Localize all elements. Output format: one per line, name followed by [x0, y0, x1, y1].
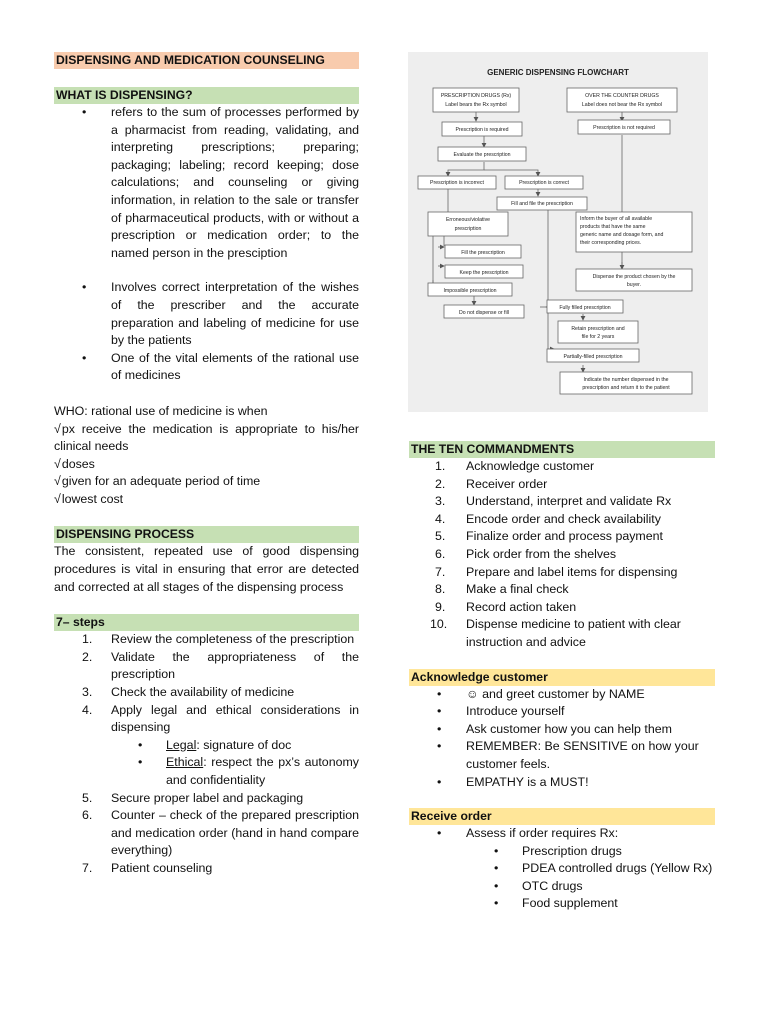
flow-rx-2: Label bears the Rx symbol [445, 102, 507, 108]
step-text: Patient counseling [111, 860, 213, 875]
flow-impossible: Impossible prescription [443, 288, 497, 294]
what-is-dispensing-list [54, 104, 359, 385]
list-item: • refers to the sum of processes performed by a pharmacist from reading, validating, and interpreting prescriptions; preparing; packaging; labeling; record keeping; dose calculations; and counseling or giving information, in relation to the sale or transfer of pharmaceutical products, with or without a prescription or medication order; to the named person in the presciption [54, 104, 359, 262]
list-item [110, 754, 359, 789]
flow-inform-4: their corresponding prices. [580, 240, 642, 246]
flow-erroneous-1: Erroneous/violative [445, 217, 491, 223]
who-check-text: lowest cost [61, 491, 124, 506]
list-item: • OTC drugs [466, 878, 715, 896]
commandment-text: Pick order from the shelves [466, 546, 617, 561]
legal-text: : signature of doc [196, 737, 292, 752]
flow-fill: Fill the prescription [461, 250, 505, 256]
list-item: 3. Understand, interpret and validate Rx [435, 494, 672, 509]
list-item: • Involves correct interpretation of the wishes of the prescriber and the accurate preparation and labeling of medicine for use by the patients [54, 279, 359, 349]
flow-keep: Keep the prescription [459, 270, 509, 276]
commandment-text: Make a final check [466, 582, 569, 597]
right-column [409, 441, 715, 913]
seven-steps-list [54, 631, 359, 877]
flowchart-diagram [408, 52, 708, 412]
flow-erroneous-2: prescription [454, 226, 482, 232]
flow-rx-required: Prescription is required [455, 127, 509, 133]
receive-order-header: Receive order [409, 808, 715, 825]
step-text: Review the completeness of the prescription [111, 632, 355, 647]
ethical-text: : respect the px’s autonomy and confidentiality [166, 755, 359, 787]
flow-retain-2: file for 2 years [581, 334, 615, 340]
list-item: 5. Finalize order and process payment [435, 529, 663, 544]
list-item: 2. Receiver order [435, 476, 548, 491]
who-check-item [54, 421, 359, 456]
flow-otc-1: OVER THE COUNTER DRUGS [585, 93, 659, 99]
who-check-text: doses [61, 456, 95, 471]
flow-rx-1: PRESCRIPTION DRUGS (Rx) [440, 93, 512, 99]
list-item: 8. Make a final check [435, 582, 569, 597]
step-text: Validate the appropriateness of the prescription [111, 649, 359, 682]
flow-do-not: Do not dispense or fill [459, 310, 509, 316]
commandment-text: Acknowledge customer [466, 459, 595, 473]
who-check-item [54, 491, 359, 509]
who-check-item [54, 456, 359, 474]
list-item: • Prescription drugs [466, 843, 715, 861]
flow-correct: Prescription is correct [519, 180, 569, 186]
left-column [54, 52, 359, 878]
commandment-text: Understand, interpret and validate Rx [466, 494, 672, 509]
step-text: Check the availability of medicine [111, 685, 295, 700]
legal-term: Legal [166, 737, 197, 752]
checkmark-icon [54, 422, 62, 436]
receive-text: Assess if order requires Rx: [466, 826, 619, 841]
flow-inform-3: generic name and dosage form, and [580, 232, 664, 238]
list-item [409, 686, 715, 704]
list-item: • EMPATHY is a MUST! [409, 774, 715, 792]
who-intro: WHO: rational use of medicine is when [54, 403, 268, 418]
dispensing-flowchart [408, 52, 708, 412]
dispensing-process-header: DISPENSING PROCESS [54, 526, 359, 543]
flow-retain-1: Retain prescription and [571, 326, 625, 332]
list-item: 2. Validate the appropriateness of the prescription [82, 649, 359, 682]
step-text: Apply legal and ethical considerations in dispensing [111, 702, 359, 735]
flow-evaluate: Evaluate the prescription [453, 152, 511, 158]
list-item: 4. Apply legal and ethical considerations in dispensing • Legal: signature of doc • Ethical: respect the px’s autonomy and confidentiality [54, 702, 359, 790]
acknowledge-list [409, 686, 715, 792]
smiley-icon: ☺ [466, 686, 479, 701]
acknowledge-customer-header: Acknowledge customer [409, 669, 715, 686]
who-check-text: given for an adequate period of time [61, 474, 261, 489]
what-is-dispensing-header: WHAT IS DISPENSING? [54, 87, 359, 104]
receive-order-list [409, 825, 715, 913]
list-item: 7. Patient counseling [82, 860, 213, 875]
flow-indicate-2: prescription and return it to the patient [582, 385, 670, 391]
list-item: 1. Review the completeness of the prescription [82, 632, 355, 647]
dispensing-process-text: The consistent, repeated use of good dispensing procedures is vital in ensuring that error are detected and corrected at all stages of the dispensing process [54, 544, 359, 594]
flow-otc-2: Label does not bear the Rx symbol [581, 102, 663, 108]
list-item: • PDEA controlled drugs (Yellow Rx) [466, 860, 715, 878]
checkmark-icon [54, 457, 62, 471]
list-item [110, 737, 359, 755]
legal-ethical-list [110, 737, 359, 790]
step-text: Counter – check of the prepared prescription and medication order (hand in hand compare everything) [111, 808, 359, 858]
list-item: 6. Pick order from the shelves [435, 546, 617, 561]
commandment-text: Finalize order and process payment [466, 529, 663, 544]
list-item: 7. Prepare and label items for dispensing [435, 564, 678, 579]
step-text: Secure proper label and packaging [111, 790, 304, 805]
flow-dispense-1: Dispense the product chosen by the [592, 274, 676, 280]
list-item: • Food supplement [466, 895, 715, 913]
ack-text: and greet customer by NAME [482, 686, 645, 701]
document-title: DISPENSING AND MEDICATION COUNSELING [54, 52, 359, 69]
flow-fully: Fully filled prescription [559, 305, 611, 311]
list-item: 4. Encode order and check availability [435, 511, 661, 526]
flow-fill-file: Fill and file the prescription [511, 201, 573, 207]
list-item: • Ask customer how you can help them [409, 721, 715, 739]
flow-rx-not-required: Prescription is not required [593, 125, 655, 131]
flow-indicate-1: Indicate the number dispensed in the [583, 377, 669, 383]
commandment-text: Dispense medicine to patient with clear instruction and advice [466, 617, 681, 649]
list-item: • Introduce yourself [409, 703, 715, 721]
flowchart-title: GENERIC DISPENSING FLOWCHART [487, 68, 629, 77]
who-check-item [54, 473, 359, 491]
commandment-text: Receiver order [466, 476, 548, 491]
commandment-text: Record action taken [466, 599, 577, 614]
commandment-text: Encode order and check availability [466, 511, 661, 526]
flow-inform-2: products that have the same [580, 224, 646, 230]
seven-steps-header: 7– steps [54, 614, 359, 631]
list-item: • REMEMBER: Be SENSITIVE on how your customer feels. [409, 738, 715, 773]
who-check-text: px receive the medication is appropriate to his/her clinical needs [54, 421, 359, 454]
flow-incorrect: Prescription is incorrect [430, 180, 484, 186]
receive-sub-list [466, 843, 715, 913]
commandment-text: Prepare and label items for dispensing [466, 564, 678, 579]
ten-commandments-header: THE TEN COMMANDMENTS [409, 441, 715, 458]
flow-partially: Partially-filled prescription [563, 354, 623, 360]
list-item: 3. Check the availability of medicine [82, 685, 295, 700]
list-item: 5. Secure proper label and packaging [82, 790, 304, 805]
list-item: 1. Acknowledge customer [435, 459, 595, 473]
ten-commandments-list [409, 458, 715, 652]
list-item: 10. Dispense medicine to patient with clear instruction and advice [430, 617, 681, 649]
flow-dispense-2: buyer. [626, 282, 642, 288]
list-item [409, 825, 715, 913]
checkmark-icon [54, 492, 62, 506]
list-item: 6. Counter – check of the prepared prescription and medication order (hand in hand compare everything) [82, 808, 359, 858]
list-item: • One of the vital elements of the rational use of medicines [54, 350, 359, 385]
list-item: 9. Record action taken [435, 599, 577, 614]
flow-inform-1: Inform the buyer of all available [580, 216, 653, 222]
checkmark-icon [54, 474, 62, 488]
ethical-term: Ethical [166, 755, 204, 770]
